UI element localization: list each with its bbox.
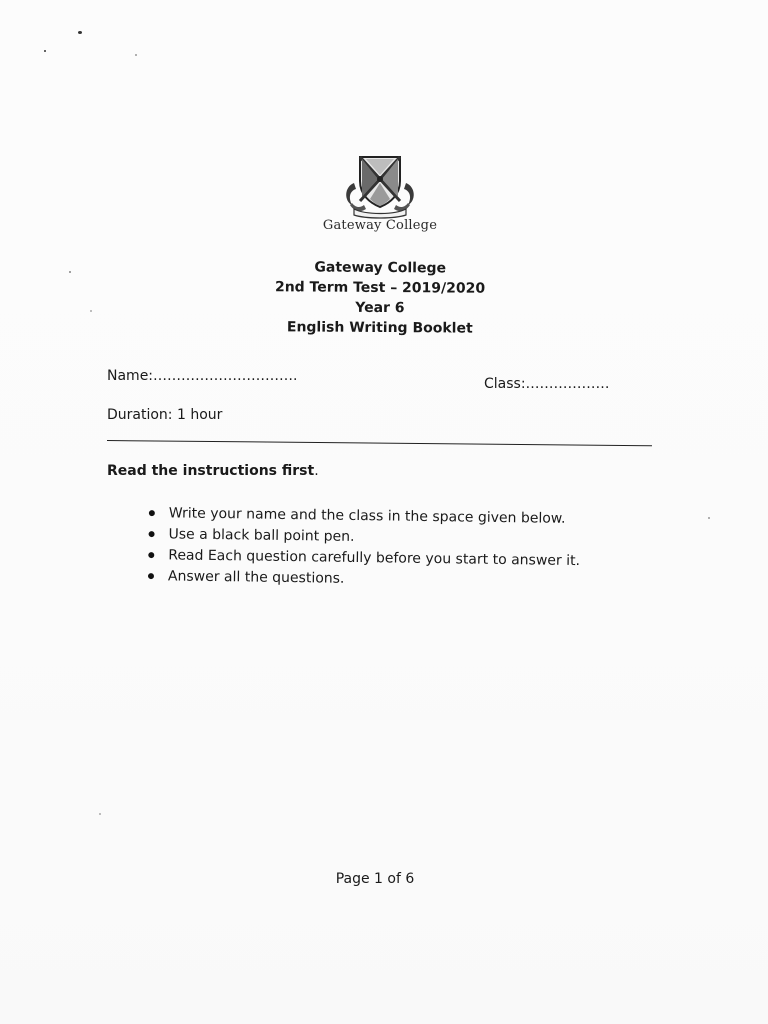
instructions-heading-period: . <box>314 463 319 479</box>
instruction-text: Use a black ball point pen. <box>168 526 355 545</box>
class-field: Class:……………… <box>484 376 610 392</box>
test-term: 2nd Term Test – 2019/2020 <box>274 279 486 297</box>
instruction-text: Write your name and the class in the space given below. <box>168 505 566 527</box>
bullet-icon <box>148 552 154 558</box>
exam-title-block <box>230 257 531 339</box>
duration-field: Duration: 1 hour <box>107 407 223 423</box>
name-field: Name:…………………………. <box>107 368 298 384</box>
page-number: Page 1 of 6 <box>335 871 415 887</box>
bullet-icon <box>149 510 155 516</box>
instructions-heading <box>107 463 319 479</box>
school-name: Gateway College <box>314 259 447 277</box>
instruction-text: Read Each question carefully before you start to answer it. <box>168 547 581 570</box>
instructions-heading-text: Read the instructions first <box>107 463 315 479</box>
gateway-college-crest-icon <box>340 153 420 219</box>
divider-line <box>107 440 652 446</box>
instruction-text: Answer all the questions. <box>167 568 345 587</box>
bullet-icon <box>149 531 155 537</box>
bullet-icon <box>148 573 154 579</box>
subject-title: English Writing Booklet <box>286 319 473 337</box>
instructions-list <box>144 503 585 593</box>
crest-school-name: Gateway College <box>322 218 438 233</box>
year-level: Year 6 <box>355 299 405 317</box>
